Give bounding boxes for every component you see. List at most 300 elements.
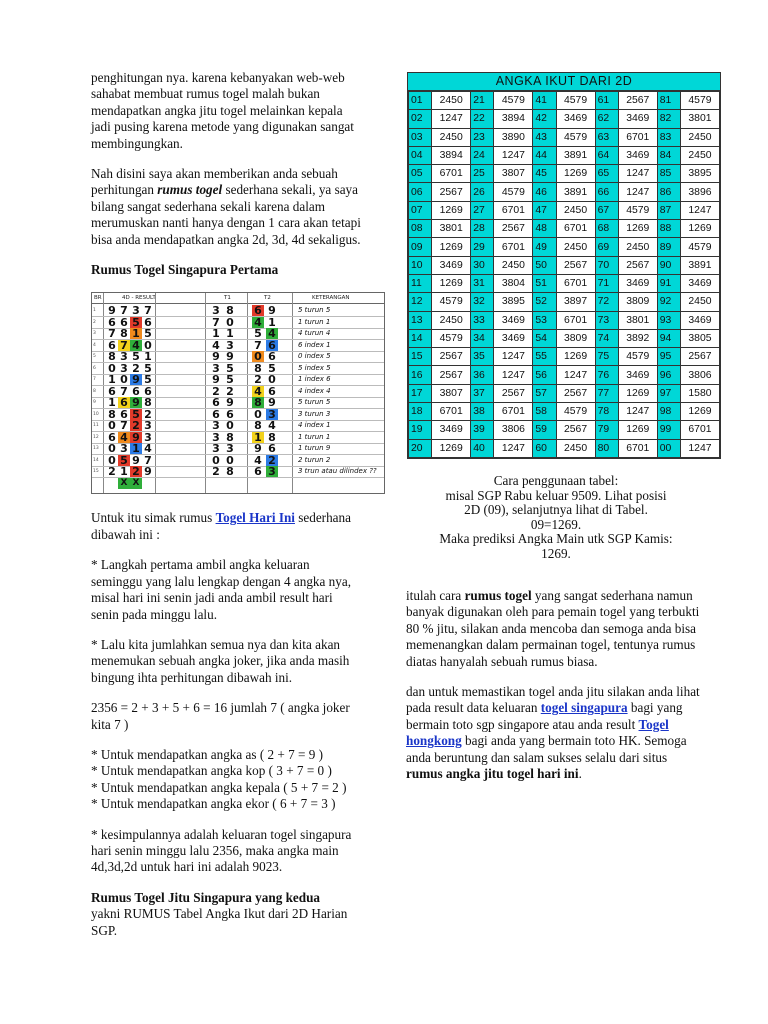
paragraph-contoh: 2356 = 2 + 3 + 5 + 6 = 16 jumlah 7 ( angka joker kita 7 ) [91,700,350,732]
t2-digit: 8 [254,361,262,375]
result-digit: 8 [108,407,116,421]
handwritten-result-table [91,292,385,494]
value-cell: 3892 [618,329,657,347]
paragraph-memastikan [406,684,706,782]
result-digit: 6 [108,430,116,444]
key-cell: 18 [409,403,432,421]
value-cell: 2450 [618,238,657,256]
key-cell: 85 [657,165,680,183]
key-cell: 25 [471,165,494,183]
value-cell: 2567 [432,366,471,384]
table-row [409,165,720,183]
value-cell: 2567 [680,348,719,366]
result-digit: 6 [118,397,130,408]
paragraph-intro: penghitungan nya. karena kebanyakan web-web sahabat membuat rumus togel malah bukan mendapatkan angka jitu togel melainkan kepala jadi pusing karena metode yang digunakan sangat membingungkan. [91,70,354,151]
keterangan-note: 5 index 5 [298,363,331,372]
result-digit: 5 [132,350,140,364]
key-cell: 64 [595,146,618,164]
key-cell: 73 [595,311,618,329]
key-cell: 76 [595,366,618,384]
key-cell: 19 [409,421,432,439]
key-cell: 89 [657,238,680,256]
t2-digit: 4 [252,386,264,397]
key-cell: 16 [409,366,432,384]
row-number: 3 [93,331,96,337]
t2-digit: 0 [252,351,264,362]
key-cell: 54 [533,329,556,347]
key-cell: 59 [533,421,556,439]
value-cell: 3806 [680,366,719,384]
bullet-as: * Untuk mendapatkan angka as ( 2 + 7 = 9 ) [91,746,324,762]
row-number: 5 [93,354,96,360]
key-cell: 52 [533,293,556,311]
table-row [409,421,720,439]
caption-line: 09=1269. [530,516,582,532]
keterangan-note: 1 turun 1 [298,317,331,326]
bold-rumus-angka-jitu: rumus angka jitu togel hari ini [406,766,579,782]
paragraph-langkah-1: * Langkah pertama ambil angka keluaran seminggu yang lalu lengkap dengan 4 angka nya, misal hari ini senin jadi anda ambil result hari senin pada minggu lalu. [91,557,352,622]
result-digit: 7 [108,327,116,341]
caption-line: Maka prediksi Angka Main utk SGP Kamis: [439,531,673,547]
t2-digit: 6 [266,340,278,351]
column-divider [155,293,156,493]
value-cell: 3809 [556,329,595,347]
result-digit: 3 [120,442,128,456]
key-cell: 98 [657,403,680,421]
t2-digit: 6 [254,465,262,479]
value-cell: 6701 [556,220,595,238]
key-cell: 57 [533,384,556,402]
t1-digit: 0 [226,453,234,467]
result-digit: 2 [144,407,152,421]
text: itulah cara [406,588,465,603]
caption-line: 1269. [541,545,571,561]
key-cell: 02 [409,110,432,128]
key-cell: 13 [409,311,432,329]
result-digit: 8 [144,396,152,410]
key-cell: 49 [533,238,556,256]
result-digit: 9 [130,397,142,408]
table-row [409,110,720,128]
keterangan-note: 3 trun atau dilindex ?? [298,467,377,476]
row-number: 10 [93,411,99,417]
value-cell: 4579 [432,329,471,347]
key-cell: 90 [657,256,680,274]
t1-digit: 2 [212,384,220,398]
value-cell: 3895 [680,165,719,183]
table-row [409,439,720,457]
value-cell: 3801 [432,220,471,238]
result-digit: 1 [108,373,116,387]
value-cell: 1247 [556,366,595,384]
t2-digit: 7 [254,338,262,352]
text: bagi anda yang bermain toto HK. Semoga anda beruntung dan salam sukses selalu dari situs [406,733,687,765]
value-cell: 3469 [432,421,471,439]
t2-digit: 1 [268,315,276,329]
key-cell: 75 [595,348,618,366]
key-cell: 33 [471,311,494,329]
key-cell: 36 [471,366,494,384]
value-cell: 6701 [494,238,533,256]
key-cell: 51 [533,274,556,292]
t1-digit: 8 [226,304,234,318]
paragraph-rumus [91,166,363,248]
bullet-ekor: * Untuk mendapatkan angka ekor ( 6 + 7 = 3 ) [91,796,336,812]
text: yang sangat sederhana namun banyak digunakan oleh para pemain togel yang terbukti 80 % jitu, silakan anda mencoba dan semoga anda bisa memenangkan dalam permainan togel, tentunya rumus diatas hanyalah sebuah rumus biasa. [406,588,700,669]
value-cell: 2567 [432,183,471,201]
table-row [409,220,720,238]
value-cell: 3469 [618,110,657,128]
value-cell: 4579 [494,183,533,201]
value-cell: 3469 [618,274,657,292]
table-header [92,293,384,304]
row-number: 11 [93,423,99,429]
value-cell: 3801 [680,110,719,128]
t1-digit: 3 [212,442,220,456]
right-column [406,588,706,796]
key-cell: 68 [595,220,618,238]
t1-digit: 7 [212,315,220,329]
t1-digit: 3 [212,430,220,444]
text: . [578,766,582,782]
result-digit: 0 [108,361,116,375]
row-number: 6 [93,365,96,371]
value-cell: 1247 [680,439,719,457]
t1-digit: 0 [226,419,234,433]
header-label: 4D - RESULT [122,295,156,302]
result-digit: 3 [120,361,128,375]
key-cell: 31 [471,274,494,292]
key-cell: 15 [409,348,432,366]
result-digit: 0 [120,373,128,387]
t1-digit: 3 [212,304,220,318]
key-cell: 74 [595,329,618,347]
text: Untuk itu simak rumus [91,510,216,526]
keterangan-note: 5 turun 5 [298,398,331,407]
value-cell: 1580 [680,384,719,402]
value-cell: 6701 [618,128,657,146]
value-cell: 1269 [432,201,471,219]
keterangan-note: 4 turun 4 [298,329,331,338]
t1-digit: 0 [226,315,234,329]
key-cell: 40 [471,439,494,457]
key-cell: 94 [657,329,680,347]
result-digit: 6 [144,384,152,398]
value-cell: 1247 [494,348,533,366]
key-cell: 06 [409,183,432,201]
result-digit: 5 [144,373,152,387]
value-cell: 2450 [432,128,471,146]
t2-digit: 5 [254,327,262,341]
t1-digit: 3 [226,338,234,352]
value-cell: 3806 [494,421,533,439]
paragraph-tabel: yakni RUMUS Tabel Angka Ikut dari 2D Harian SGP. [91,906,348,938]
bullet-kop: * Untuk mendapatkan angka kop ( 3 + 7 = 0 ) [91,763,332,779]
value-cell: 3801 [618,311,657,329]
value-cell: 3891 [556,183,595,201]
text: Nah disini saya akan memberikan anda sebuah perhitungan [91,166,338,198]
t1-digit: 6 [212,396,220,410]
value-cell: 4579 [618,201,657,219]
key-cell: 08 [409,220,432,238]
value-cell: 6701 [680,421,719,439]
result-digit: 9 [132,453,140,467]
result-digit: 9 [144,465,152,479]
key-cell: 41 [533,92,556,110]
key-cell: 88 [657,220,680,238]
key-cell: 00 [657,439,680,457]
paragraph-itulah [406,588,706,670]
key-cell: 30 [471,256,494,274]
caption-line: 2D (09), selanjutnya lihat di Tabel. [464,502,648,518]
value-cell: 1247 [494,146,533,164]
result-digit: 7 [120,384,128,398]
keterangan-note: 6 index 1 [298,340,331,349]
result-digit: 0 [144,338,152,352]
value-cell: 6701 [556,311,595,329]
keterangan-note: 0 index 5 [298,352,331,361]
result-digit: 7 [118,340,130,351]
result-digit: 7 [120,419,128,433]
left-column [91,70,377,953]
value-cell: 1247 [494,366,533,384]
value-cell: 2450 [680,128,719,146]
value-cell: 4579 [494,92,533,110]
table-row [409,183,720,201]
value-cell: 2567 [618,92,657,110]
value-cell: 3469 [618,146,657,164]
value-cell: 1269 [618,384,657,402]
key-cell: 47 [533,201,556,219]
result-digit: 5 [144,327,152,341]
result-digit: 2 [108,465,116,479]
row-number: 4 [93,342,96,348]
row-number: 15 [93,469,99,475]
value-cell: 6701 [618,439,657,457]
key-cell: 03 [409,128,432,146]
value-cell: 2567 [432,348,471,366]
value-cell: 3804 [494,274,533,292]
result-digit: 6 [120,407,128,421]
table-row [409,329,720,347]
t1-digit: 3 [212,361,220,375]
bold-rumus-togel: rumus togel [464,588,532,603]
value-cell: 3469 [618,366,657,384]
t2-digit: 0 [268,373,276,387]
t2-digit: 4 [254,453,262,467]
angka-ikut-table [407,72,721,459]
t2-digit: 0 [254,407,262,421]
t1-digit: 1 [226,327,234,341]
result-digit: 3 [120,350,128,364]
key-cell: 45 [533,165,556,183]
value-cell: 1247 [618,183,657,201]
result-digit: 5 [130,317,142,328]
result-digit: 1 [144,350,152,364]
t2-digit: 6 [268,350,276,364]
keterangan-note: 1 turun 1 [298,432,331,441]
key-cell: 79 [595,421,618,439]
value-cell: 4579 [680,238,719,256]
value-cell: 1247 [618,165,657,183]
table-row [409,403,720,421]
row-number: 9 [93,400,96,406]
key-cell: 96 [657,366,680,384]
value-cell: 4579 [556,92,595,110]
link-togel-hari-ini[interactable]: Togel Hari Ini [215,510,295,526]
t1-digit: 9 [212,373,220,387]
key-cell: 39 [471,421,494,439]
link-togel-hongkong[interactable]: Togel hongkong [406,716,669,749]
keterangan-note: 5 turun 5 [298,306,331,315]
key-cell: 43 [533,128,556,146]
t1-digit: 2 [226,384,234,398]
result-digit: 1 [130,443,142,454]
result-digit: 6 [144,315,152,329]
t2-digit: 9 [268,396,276,410]
row-number: 2 [93,319,96,325]
t2-digit: 3 [266,409,278,420]
header-label: BR [94,295,102,302]
key-cell: 84 [657,146,680,164]
key-cell: 72 [595,293,618,311]
t2-digit: 8 [252,397,264,408]
key-cell: 67 [595,201,618,219]
value-cell: 6701 [494,403,533,421]
key-cell: 48 [533,220,556,238]
key-cell: 34 [471,329,494,347]
result-digit: 2 [130,466,142,477]
t1-digit: 3 [226,442,234,456]
value-cell: 1269 [556,165,595,183]
text: sederhana sekali, ya saya bilang sangat sederhana sekali karena dalam merumuskan nanti hanya dengan 1 cara akan tetapi bisa anda mendapatkan angka 2d, 3d, 4d sekaligus. [91,182,361,247]
key-cell: 65 [595,165,618,183]
result-digit: 0 [108,419,116,433]
key-cell: 29 [471,238,494,256]
value-cell: 3809 [618,293,657,311]
value-cell: 2450 [680,146,719,164]
key-cell: 01 [409,92,432,110]
value-cell: 4579 [432,293,471,311]
value-cell: 4579 [556,403,595,421]
result-digit: 6 [108,384,116,398]
table-row [409,201,720,219]
result-digit: 7 [144,453,152,467]
key-cell: 62 [595,110,618,128]
t2-digit: 8 [268,430,276,444]
value-cell: 3897 [556,293,595,311]
value-cell: 2567 [494,220,533,238]
paragraph-kesimpulan: * kesimpulannya adalah keluaran togel singapura hari senin minggu lalu 2356, maka angka main 4d,3d,2d untuk hari ini adalah 9023. [91,826,352,875]
value-cell: 2567 [556,384,595,402]
value-cell: 2450 [494,256,533,274]
key-cell: 24 [471,146,494,164]
key-cell: 63 [595,128,618,146]
result-digit: 1 [130,328,142,339]
key-cell: 69 [595,238,618,256]
t2-digit: 8 [254,419,262,433]
result-digit: 6 [120,315,128,329]
value-cell: 3891 [556,146,595,164]
key-cell: 70 [595,256,618,274]
t2-digit: 6 [252,305,264,316]
value-cell: 2450 [556,201,595,219]
table-row [409,146,720,164]
result-digit: 9 [130,374,142,385]
table-row [409,128,720,146]
key-cell: 80 [595,439,618,457]
value-cell: 1269 [556,348,595,366]
key-cell: 46 [533,183,556,201]
value-cell: 2567 [618,256,657,274]
key-cell: 86 [657,183,680,201]
keterangan-note: 4 index 1 [298,421,331,430]
result-digit: 1 [108,396,116,410]
key-cell: 55 [533,348,556,366]
value-cell: 3890 [494,128,533,146]
table-caption [406,474,706,562]
result-digit: 7 [144,304,152,318]
value-cell: 1247 [618,403,657,421]
value-cell: 6701 [432,165,471,183]
link-togel-singapura[interactable]: togel singapura [540,700,628,716]
key-cell: 05 [409,165,432,183]
value-cell: 1269 [680,220,719,238]
value-cell: 1269 [432,238,471,256]
emphasis-rumus-togel: rumus togel [157,182,223,198]
value-cell: 2450 [680,293,719,311]
key-cell: 14 [409,329,432,347]
text: bagi yang bermain toto sgp singapore atau anda result [406,700,683,732]
table-title: ANGKA IKUT DARI 2D [408,73,720,91]
value-cell: 2450 [432,92,471,110]
value-cell: 6701 [432,403,471,421]
value-cell: 3469 [494,329,533,347]
table-row [409,311,720,329]
key-cell: 17 [409,384,432,402]
key-cell: 61 [595,92,618,110]
key-cell: 92 [657,293,680,311]
table-row [409,256,720,274]
t1-digit: 6 [226,407,234,421]
t1-digit: 9 [226,350,234,364]
header-label: KETERANGAN [312,295,350,302]
keterangan-note: 1 index 6 [298,375,331,384]
t2-digit: 5 [268,361,276,375]
text: dan untuk memastikan togel anda jitu silakan anda lihat pada result data keluaran [406,684,700,716]
value-cell: 1247 [494,439,533,457]
t1-digit: 9 [226,396,234,410]
value-cell: 3469 [680,311,719,329]
column-divider [292,293,293,493]
key-cell: 91 [657,274,680,292]
table-row [409,384,720,402]
t1-digit: 3 [212,419,220,433]
value-cell: 1247 [432,110,471,128]
keterangan-note: 1 turun 9 [298,444,331,453]
key-cell: 60 [533,439,556,457]
key-cell: 42 [533,110,556,128]
paragraph-langkah-2: * Lalu kita jumlahkan semua nya dan kita akan menemukan sebuah angka joker, jika anda masih bingung ihta perhitungan dibawah ini. [91,636,350,685]
key-cell: 09 [409,238,432,256]
column-divider [205,293,206,493]
result-digit: 2 [130,420,142,431]
keterangan-note: 3 turun 3 [298,409,331,418]
value-cell: 3894 [494,110,533,128]
result-digit: 6 [132,384,140,398]
value-cell: 3807 [494,165,533,183]
key-cell: 50 [533,256,556,274]
